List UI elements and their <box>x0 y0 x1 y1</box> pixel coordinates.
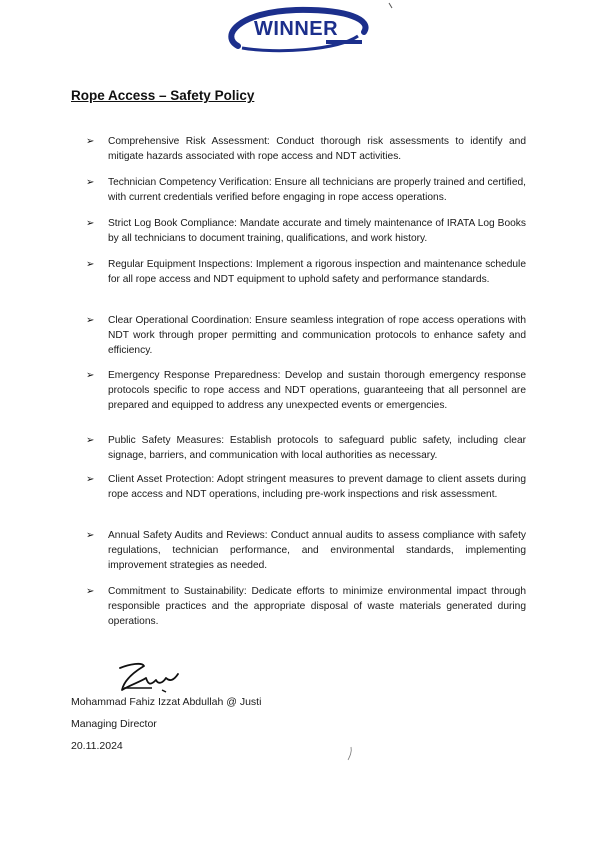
list-item-text: Strict Log Book Compliance: Mandate accurate and timely maintenance of IRATA Log Books by all technicians to document training, qualifications, and work history. <box>108 218 526 244</box>
list-item <box>86 368 526 413</box>
list-item-text: Commitment to Sustainability: Dedicate efforts to minimize environmental impact through responsible practices and the appropriate disposal of waste materials generated during operations. <box>108 586 526 627</box>
company-logo <box>218 6 374 54</box>
list-item-text: Clear Operational Coordination: Ensure seamless integration of rope access operations with NDT work through proper permitting and communication protocols to enhance safety and efficiency. <box>108 315 526 356</box>
stray-mark <box>346 746 354 762</box>
list-item-text: Annual Safety Audits and Reviews: Conduct annual audits to assess compliance with safety regulations, technician performance, and environmental standards, implementing improvement strategies as needed. <box>108 530 526 571</box>
list-item-text: Emergency Response Preparedness: Develop and sustain thorough emergency response protocols specific to rope access and NDT operations, guaranteeing that all personnel are prepared and equipped to address any unexpected events or emergencies. <box>108 370 526 411</box>
arrow-bullet-icon: ➢ <box>86 474 95 485</box>
list-item <box>86 216 526 246</box>
handwritten-signature <box>116 660 186 696</box>
signoff-date: 20.11.2024 <box>71 740 123 752</box>
list-item-text: Regular Equipment Inspections: Implement a rigorous inspection and maintenance schedule for all rope access and NDT equipment to uphold safety and performance standards. <box>108 259 526 285</box>
list-item <box>86 313 526 358</box>
signatory-role: Managing Director <box>71 718 157 730</box>
arrow-bullet-icon: ➢ <box>86 259 95 270</box>
arrow-bullet-icon: ➢ <box>86 315 95 326</box>
arrow-bullet-icon: ➢ <box>86 530 95 541</box>
stray-mark <box>388 2 394 10</box>
list-item <box>86 528 526 573</box>
list-item-text: Client Asset Protection: Adopt stringent measures to prevent damage to client assets during rope access and NDT operations, including pre-work inspections and risk assessment. <box>108 474 526 500</box>
list-item <box>86 584 526 629</box>
signatory-name: Mohammad Fahiz Izzat Abdullah @ Justi <box>71 696 262 708</box>
page-title: Rope Access – Safety Policy <box>71 88 255 103</box>
arrow-bullet-icon: ➢ <box>86 177 95 188</box>
list-item-text: Public Safety Measures: Establish protocols to safeguard public safety, including clear signage, barriers, and communication with local authorities as necessary. <box>108 435 526 461</box>
list-item <box>86 433 526 463</box>
arrow-bullet-icon: ➢ <box>86 218 95 229</box>
arrow-bullet-icon: ➢ <box>86 586 95 597</box>
arrow-bullet-icon: ➢ <box>86 435 95 446</box>
logo-text: WINNER <box>253 18 339 40</box>
list-item <box>86 472 526 502</box>
list-item-text: Comprehensive Risk Assessment: Conduct thorough risk assessments to identify and mitigate hazards associated with rope access and NDT activities. <box>108 136 526 162</box>
arrow-bullet-icon: ➢ <box>86 136 95 147</box>
list-item <box>86 175 526 205</box>
arrow-bullet-icon: ➢ <box>86 370 95 381</box>
list-item-text: Technician Competency Verification: Ensure all technicians are properly trained and certified, with current credentials verified before engaging in rope access operations. <box>108 177 526 203</box>
list-item <box>86 257 526 287</box>
list-item <box>86 134 526 164</box>
